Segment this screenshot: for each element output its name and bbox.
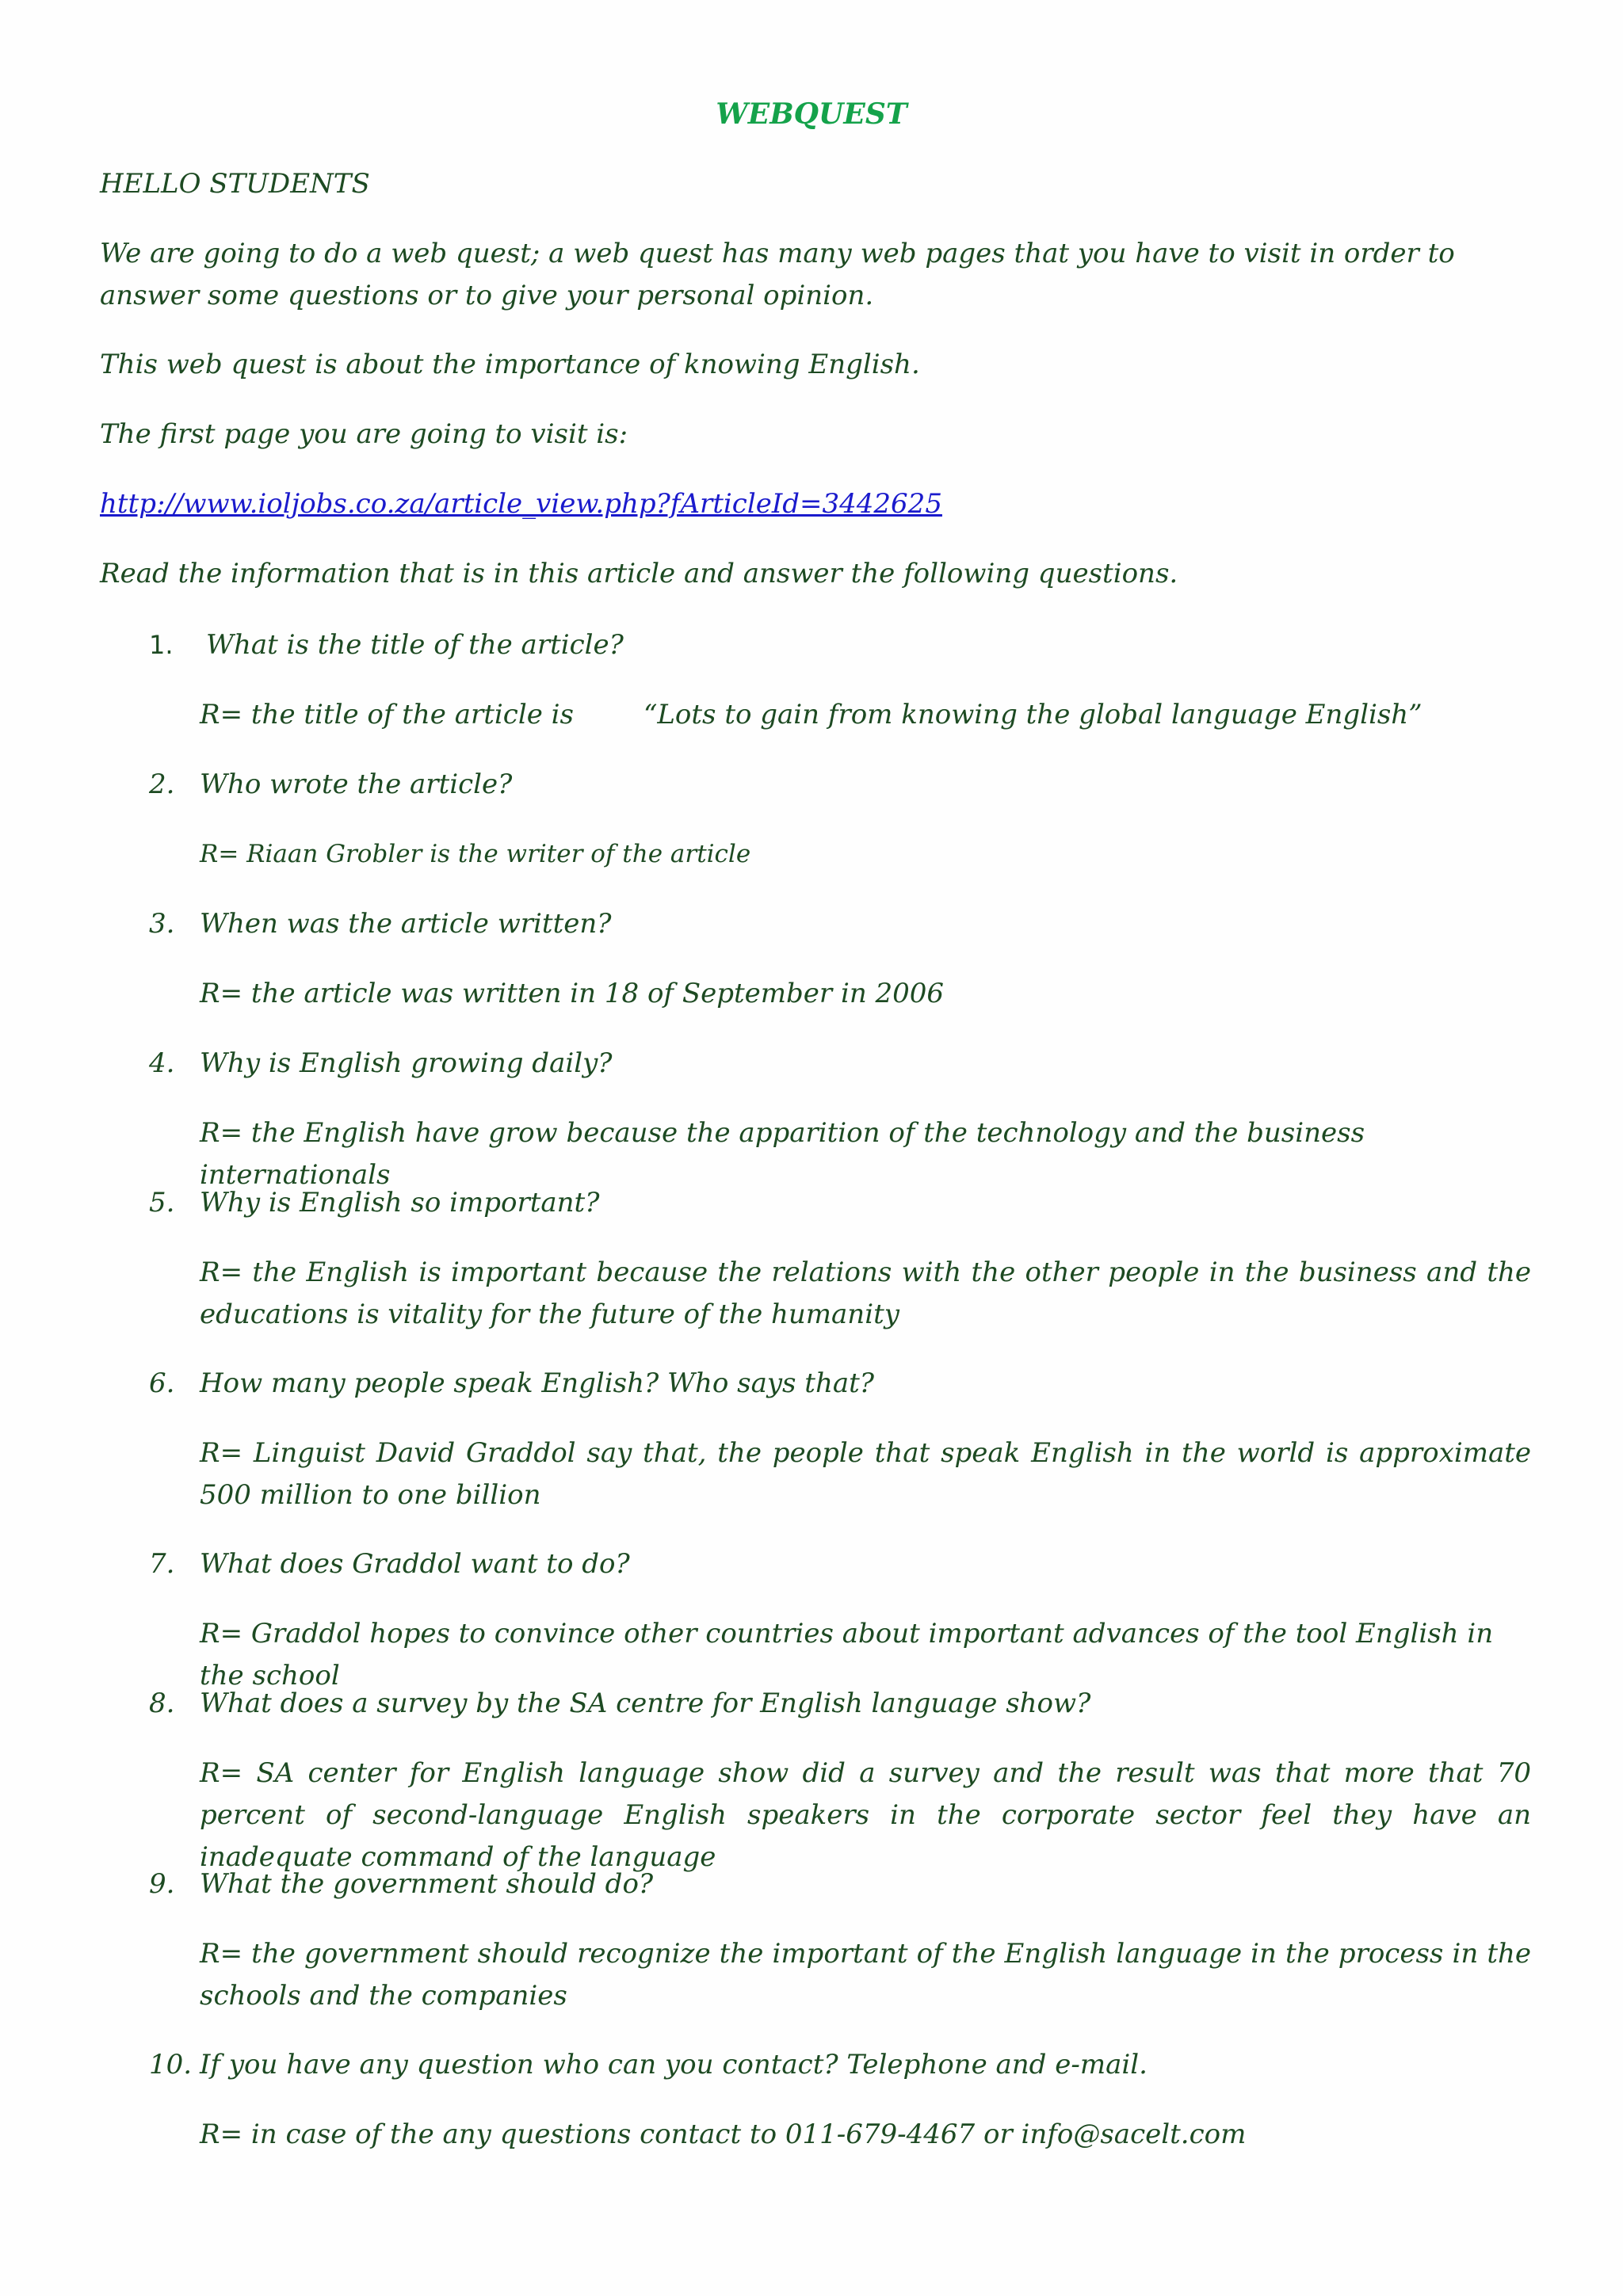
page-title: WEBQUEST <box>716 97 907 131</box>
question-text: When was the article written? <box>200 908 612 940</box>
answer-text: R= Graddol hopes to convince other countries about important advances of the tool English in the school <box>200 1618 1494 1691</box>
question-number: 3. <box>149 908 175 940</box>
article-link[interactable]: http://www.ioljobs.co.za/article_view.php?fArticleId=3442625 <box>100 488 942 520</box>
answer-text: R= the article was written in 18 of September in 2006 <box>200 978 945 1009</box>
question-number: 10. <box>149 2049 193 2081</box>
question-text: If you have any question who can you contact? Telephone and e-mail. <box>200 2049 1148 2081</box>
first-page-label: The first page you are going to visit is: <box>100 418 628 450</box>
answer-quote: “Lots to gain from knowing the global language English” <box>643 699 1423 730</box>
answer-text: R= the government should recognize the important of the English language in the process in the schools and the companies <box>200 1938 1531 2012</box>
question-text: Why is English so important? <box>200 1187 600 1219</box>
greeting: HELLO STUDENTS <box>100 168 370 200</box>
question-number: 5. <box>149 1187 175 1219</box>
question-text: Who wrote the article? <box>200 769 513 800</box>
answer-prefix: R= the title of the article is <box>200 699 574 730</box>
question-number: 6. <box>149 1367 175 1399</box>
question-text: What is the title of the article? <box>206 629 624 661</box>
question-number: 4. <box>149 1047 175 1079</box>
question-text: Why is English growing daily? <box>200 1047 613 1079</box>
answer-text: R= in case of the any questions contact to 011-679-4467 or info@sacelt.com <box>200 2119 1247 2150</box>
question-text: What the government should do? <box>200 1868 654 1900</box>
answer-text: R= the English is important because the relations with the other people in the business and the educations is vitality for the future of the humanity <box>200 1257 1531 1330</box>
instruction-paragraph: Read the information that is in this article and answer the following questions. <box>100 558 1178 589</box>
question-text: What does Graddol want to do? <box>200 1548 630 1580</box>
question-number: 9. <box>149 1868 175 1900</box>
answer-text: R= SA center for English language show did a survey and the result was that more that 70 percent of second-language English speakers in the corporate sector feel they have an inadequate command of the language <box>200 1757 1531 1873</box>
question-number: 7. <box>149 1548 175 1580</box>
answer-text <box>200 694 1531 736</box>
about-paragraph: This web quest is about the importance of knowing English. <box>100 349 920 380</box>
question-number: 8. <box>149 1688 175 1719</box>
question-text: How many people speak English? Who says that? <box>200 1367 875 1399</box>
question-number: 2. <box>149 769 175 800</box>
question-text: What does a survey by the SA centre for English language show? <box>200 1688 1091 1719</box>
answer-text: R= Linguist David Graddol say that, the people that speak English in the world is approximate 500 million to one billion <box>200 1437 1531 1511</box>
question-number: 1. <box>149 630 174 660</box>
intro-paragraph: We are going to do a web quest; a web quest has many web pages that you have to visit in order to answer some questions or to give your personal opinion. <box>100 238 1455 311</box>
answer-text: R= Riaan Grobler is the writer of the article <box>200 840 751 868</box>
answer-text: R= the English have grow because the apparition of the technology and the business internationals <box>200 1117 1365 1191</box>
